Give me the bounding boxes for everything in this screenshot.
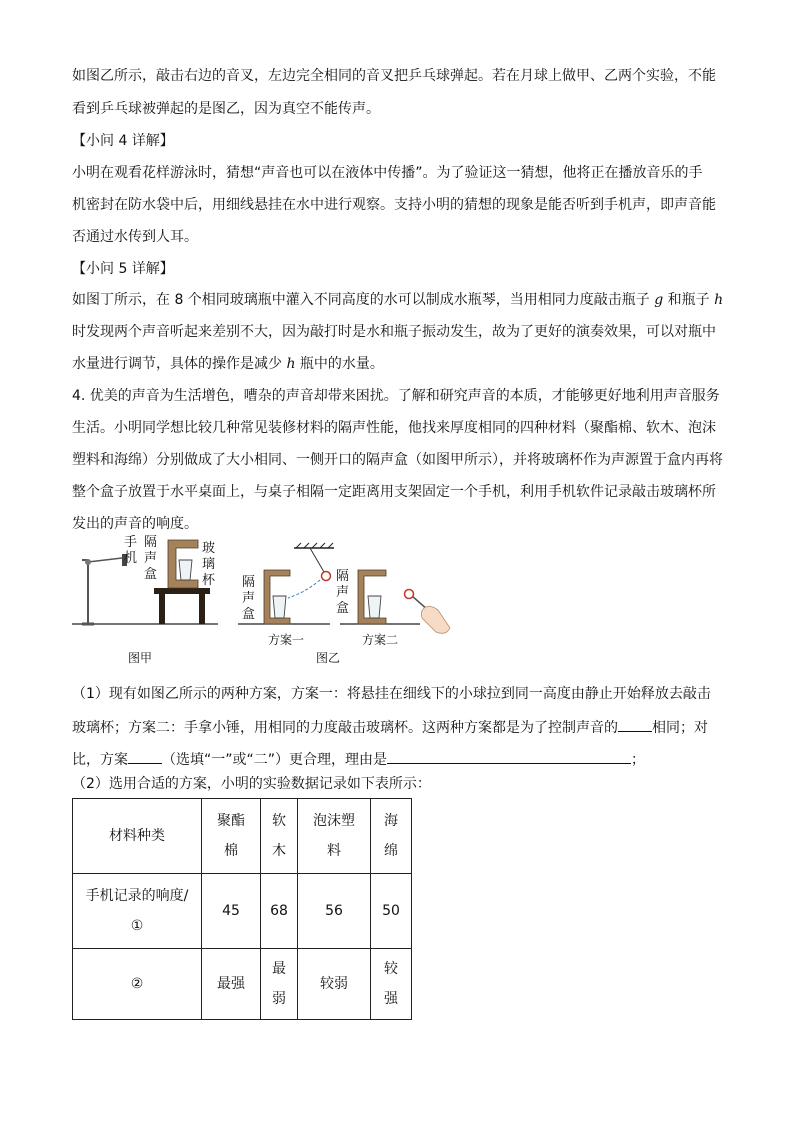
table-cell: ② [73, 949, 202, 1020]
label-phone-1: 手 [124, 535, 138, 550]
question-1-line [72, 748, 645, 770]
question-4-line: 整个盒子放置于水平桌面上，与桌子相隔一定距离用支架固定一个手机，利用手机软件记录敲击玻璃杯所 [72, 484, 716, 500]
text-run: ； [631, 752, 646, 768]
paragraph-line: 机密封在防水袋中后，用细线悬挂在水中进行观察。支持小明的猜想的现象是能否听到手机声，即声音能 [72, 197, 716, 213]
table-cell: 56 [298, 874, 371, 949]
label-box-2: 声 [144, 551, 158, 566]
table-cell: 较弱 [298, 949, 371, 1020]
answer-blank-2[interactable] [128, 748, 162, 764]
label-box-b2-1: 隔 [336, 569, 350, 584]
glass-cup [179, 560, 192, 580]
table-cell: 50 [371, 874, 412, 949]
table-row [73, 874, 412, 949]
experiment-figure [68, 532, 458, 668]
glass-cup [273, 596, 286, 618]
label-cup-3: 杯 [202, 573, 216, 588]
section-heading-q5: 【小问 5 详解】 [72, 261, 174, 277]
variable-g: g [654, 292, 664, 308]
stand-arm [88, 558, 122, 562]
label-box-b2-3: 盒 [336, 601, 350, 616]
label-box-b1-3: 盒 [242, 607, 256, 622]
paragraph-line: 看到乒乓球被弹起的是图乙，因为真空不能传声。 [72, 101, 380, 117]
text-run: 如图丁所示，在 8 个相同玻璃瓶中灌入不同高度的水可以制成水瓶琴，当用相同力度敲击瓶子 [72, 292, 655, 308]
paragraph-line [72, 354, 384, 374]
table-cell: 最强 [202, 949, 261, 1020]
table-header-row [73, 799, 412, 874]
table-leg [159, 594, 165, 624]
glass-cup [368, 596, 381, 618]
table-cell: 材料种类 [73, 799, 202, 874]
swing-path [288, 580, 320, 598]
table-cell: 最弱 [261, 949, 298, 1020]
table-cell: 软木 [261, 799, 298, 874]
label-box-1: 隔 [144, 535, 158, 550]
label-box-b2-2: 声 [336, 585, 350, 600]
variable-h: h [714, 292, 724, 308]
question-4-line: 塑料和海绵）分别做成了大小相同、一侧开口的隔声盒（如图甲所示），并将玻璃杯作为声源置于盒内再将 [72, 452, 723, 468]
question-4-line: 4. 优美的声音为生活增色，嘈杂的声音却带来困扰。了解和研究声音的本质，才能够更好地利用声音服务 [72, 388, 720, 404]
table-cell: 手机记录的响度/① [73, 874, 202, 949]
data-table [72, 798, 412, 1020]
table-leg [199, 594, 205, 624]
table-cell: 泡沫塑料 [298, 799, 371, 874]
paragraph-line: 如图乙所示，敲击右边的音叉，左边完全相同的音叉把乒乓球弹起。若在月球上做甲、乙两个实验，不能 [72, 68, 716, 84]
text-run: 瓶中的水量。 [295, 356, 384, 372]
experiment-figure-svg [68, 532, 458, 668]
label-phone-2: 机 [124, 551, 138, 566]
answer-blank-1[interactable] [618, 716, 652, 732]
text-run: 相同；对 [652, 720, 708, 736]
table-cell: 45 [202, 874, 261, 949]
variable-h: h [286, 356, 296, 372]
table-cell: 较强 [371, 949, 412, 1020]
paragraph-line: 否通过水传到人耳。 [72, 229, 198, 245]
paragraph-line: 时发现两个声音听起来差别不大，因为敲打时是水和瓶子振动发生，故为了更好的演奏效果，可以对瓶中 [72, 324, 716, 340]
label-cup-1: 玻 [202, 541, 216, 556]
stand-joint [85, 559, 91, 565]
section-heading-q4: 【小问 4 详解】 [72, 133, 174, 149]
table-cell: 聚酯棉 [202, 799, 261, 874]
question-2-line: （2）选用合适的方案，小明的实验数据记录如下表所示： [72, 776, 431, 792]
table-top [154, 588, 210, 594]
caption-figure-a: 图甲 [128, 651, 153, 665]
paragraph-line: 小明在观看花样游泳时，猜想“声音也可以在液体中传播”。为了验证这一猜想，他将正在播放音乐的手 [72, 165, 703, 181]
label-cup-2: 璃 [202, 557, 216, 572]
table-row [73, 949, 412, 1020]
text-run: （选填“一”或“二”）更合理，理由是 [162, 752, 388, 768]
hand-icon [421, 606, 450, 633]
paragraph-line [72, 290, 723, 310]
pendulum-ball [322, 572, 331, 581]
caption-figure-b: 图乙 [316, 651, 341, 665]
text-run: 和瓶子 [663, 292, 715, 308]
text-run: 比，方案 [72, 752, 128, 768]
label-box-3: 盒 [144, 567, 158, 582]
question-4-line: 生活。小明同学想比较几种常见装修材料的隔声性能，他找来厚度相同的四种材料（聚酯棉、软木、泡沫 [72, 420, 716, 436]
table-cell: 海绵 [371, 799, 412, 874]
question-4-line: 发出的声音的响度。 [72, 516, 198, 532]
text-run: 水量进行调节，具体的操作是减少 [72, 356, 287, 372]
label-box-b1-1: 隔 [242, 575, 256, 590]
string [310, 548, 324, 572]
table-cell: 68 [261, 874, 298, 949]
answer-blank-3[interactable] [387, 748, 631, 764]
text-run: 玻璃杯；方案二：手拿小锤，用相同的力度敲击玻璃杯。这两种方案都是为了控制声音的 [72, 720, 618, 736]
plan-1-label: 方案一 [268, 633, 305, 647]
plan-2-label: 方案二 [362, 633, 399, 647]
hammer-head [405, 590, 414, 599]
question-1-line [72, 716, 708, 738]
label-box-b1-2: 声 [242, 591, 256, 606]
question-1-line: （1）现有如图乙所示的两种方案，方案一：将悬挂在细线下的小球拉到同一高度由静止开始释放去敲击 [72, 686, 711, 702]
